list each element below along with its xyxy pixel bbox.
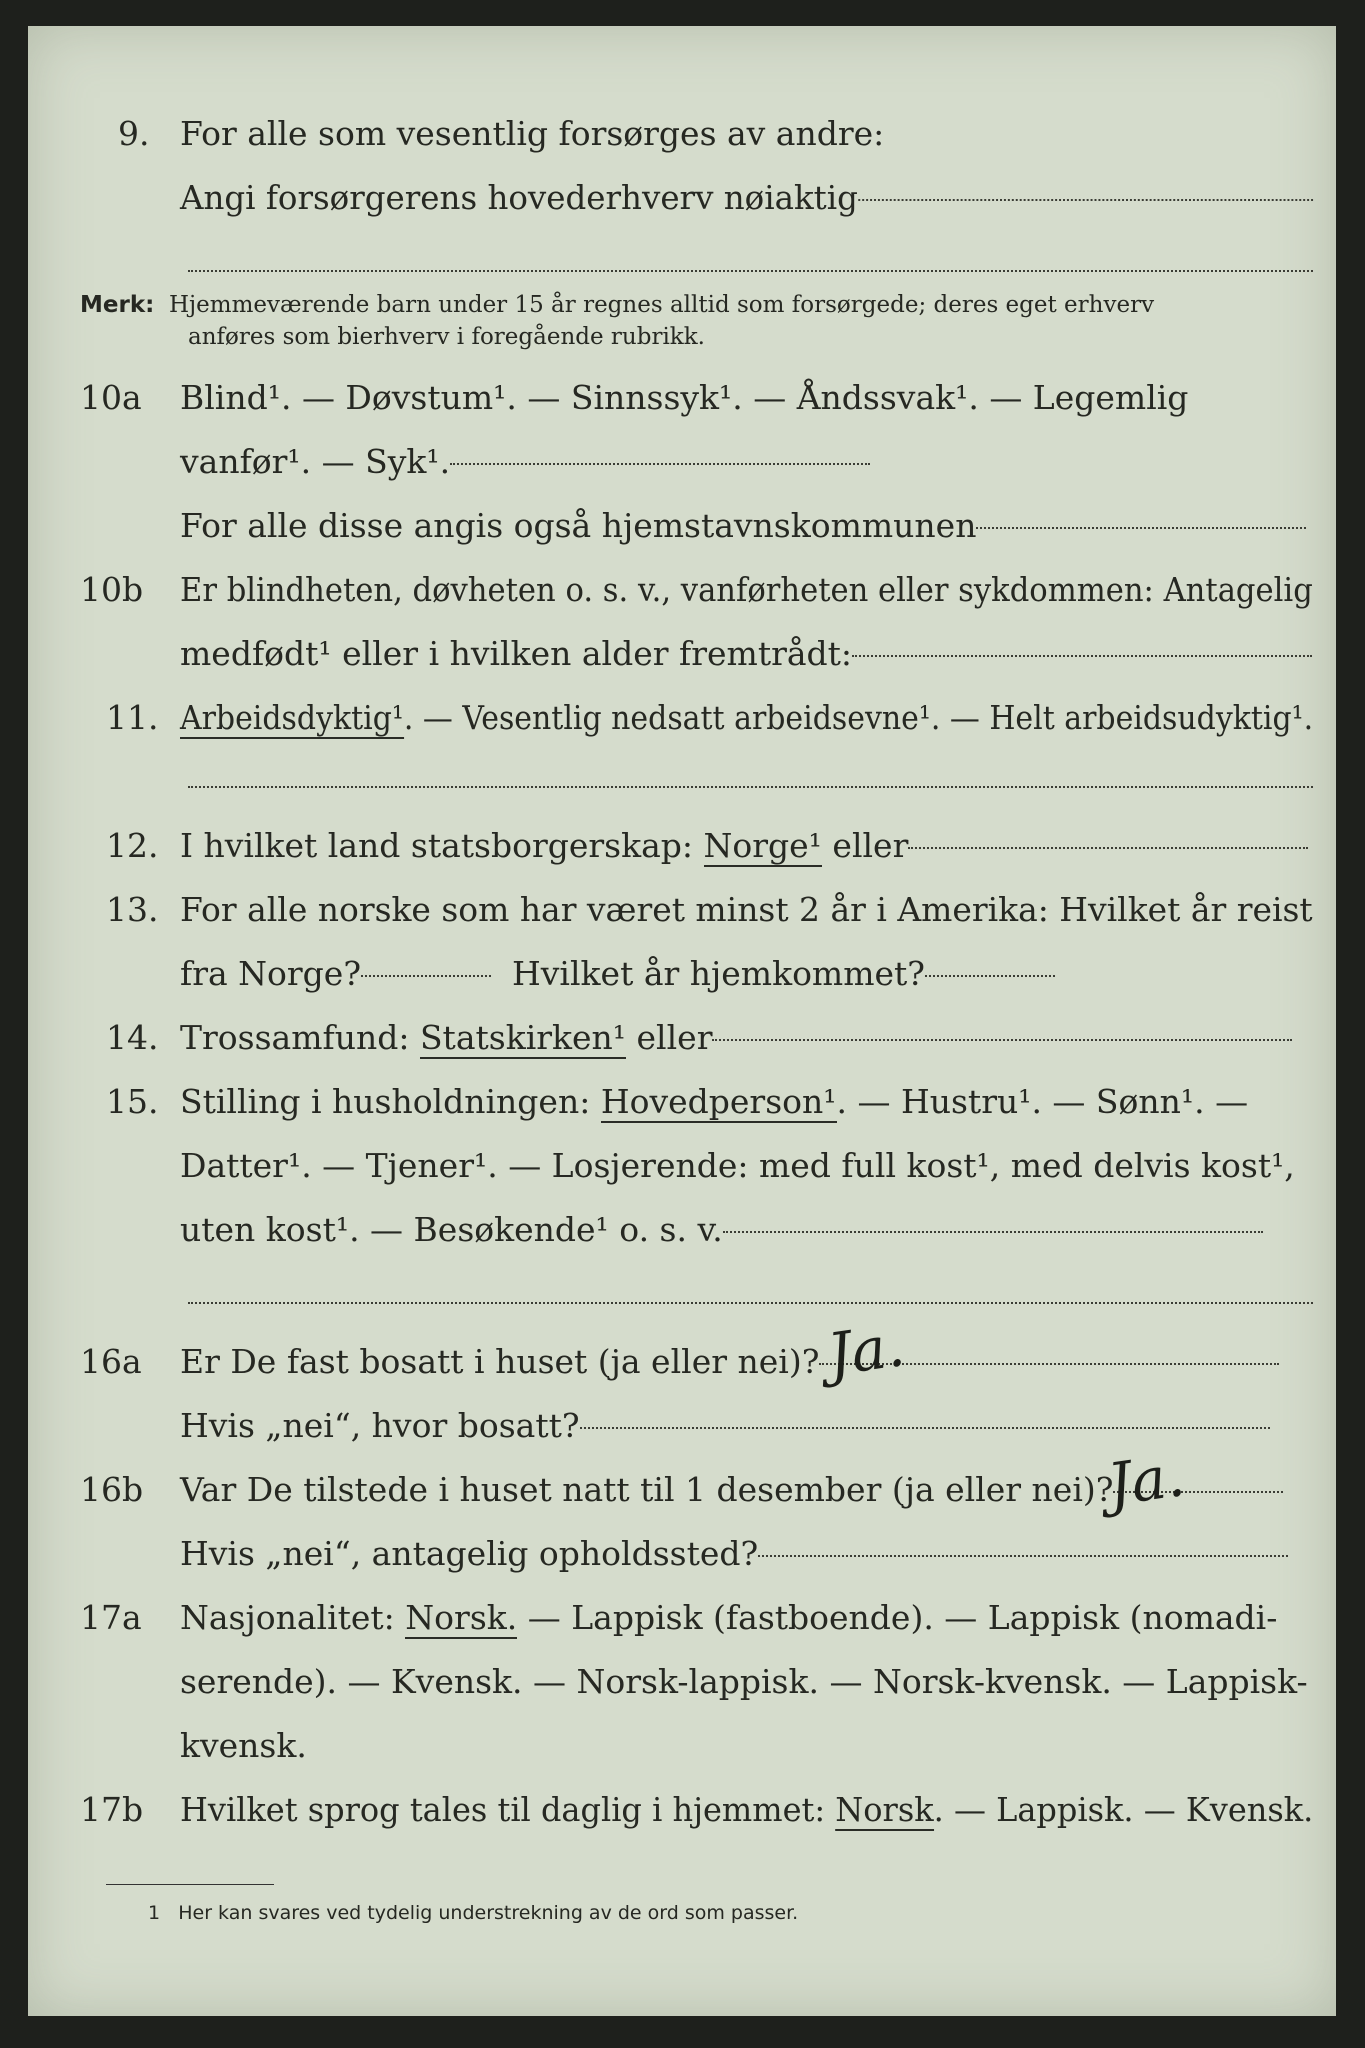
q9-line2-text: Angi forsørgerens hovederhverv nøiaktig xyxy=(180,178,858,217)
q16a-line2 xyxy=(180,1406,1270,1446)
q10b-line2 xyxy=(180,634,1312,674)
q16b-line2 xyxy=(180,1534,1288,1574)
q11-line xyxy=(180,698,1313,738)
q10a-line3 xyxy=(180,506,1306,546)
q12-question: I hvilket land statsborgerskap: xyxy=(180,826,694,865)
q11-rest: . — Vesentlig nedsatt arbeidsevne¹. — Helt arbeidsudyktig¹. xyxy=(403,698,1314,737)
q13-reist-label: fra Norge? xyxy=(180,954,362,993)
merk-line1: Hjemmeværende barn under 15 år regnes alltid som forsørgede; deres eget erhverv xyxy=(168,292,1155,318)
q16b-question: Var De tilstede i huset natt til 1 desember (ja eller nei)? xyxy=(180,1470,1114,1509)
q15-line1 xyxy=(180,1082,1248,1122)
q12-answer-line[interactable] xyxy=(908,847,1308,849)
q17a-line2: serende). — Kvensk. — Norsk-lappisk. — Norsk-kvensk. — Lappisk- xyxy=(180,1662,1308,1701)
q17a-line3: kvensk. xyxy=(180,1726,307,1765)
q17b-rest: . — Lappisk. — Kvensk. xyxy=(933,1790,1314,1829)
q9-line2 xyxy=(180,178,1313,218)
q17b-number: 17b xyxy=(80,1790,144,1829)
merk-line2: anføres som bierhverv i foregående rubrikk. xyxy=(188,324,705,350)
q9-answer-line[interactable] xyxy=(858,199,1313,201)
q10a-line3-text: For alle disse angis også hjemstavnskommunen xyxy=(180,506,977,545)
q17a-question: Nasjonalitet: xyxy=(180,1598,395,1637)
footnote xyxy=(148,1902,798,1924)
q14-eller: eller xyxy=(636,1018,713,1057)
q13-reist-line[interactable] xyxy=(361,975,491,977)
q13-line1: For alle norske som har været minst 2 år i Amerika: Hvilket år reist xyxy=(180,890,1313,929)
q12-number: 12. xyxy=(106,826,159,865)
q9-extra-line[interactable] xyxy=(188,270,1313,272)
q12-line xyxy=(180,826,1308,866)
q10a-line1: Blind¹. — Døvstum¹. — Sinnssyk¹. — Åndssvak¹. — Legemlig xyxy=(180,378,1189,417)
q17a-option-norsk[interactable]: Norsk. xyxy=(405,1598,518,1637)
footnote-rule xyxy=(106,1884,274,1885)
q14-option-statskirken[interactable]: Statskirken¹ xyxy=(419,1018,627,1057)
q16b-number: 16b xyxy=(80,1470,144,1509)
q17a-line1 xyxy=(180,1598,1277,1638)
q14-answer-line[interactable] xyxy=(712,1039,1292,1041)
q10b-answer-line[interactable] xyxy=(852,655,1312,657)
q9-number: 9. xyxy=(118,114,150,153)
q11-option-arbeidsdyktig[interactable]: Arbeidsdyktig¹ xyxy=(180,698,404,737)
q11-number: 11. xyxy=(106,698,159,737)
q9-line1: For alle som vesentlig forsørges av andre: xyxy=(180,114,885,153)
merk-note xyxy=(80,289,1154,321)
q15-extra-line[interactable] xyxy=(188,1302,1313,1304)
q13-number: 13. xyxy=(106,890,159,929)
q15-answer-line[interactable] xyxy=(723,1231,1263,1233)
q15-line2: Datter¹. — Tjener¹. — Losjerende: med full kost¹, med delvis kost¹, xyxy=(180,1146,1295,1185)
footnote-mark: 1 xyxy=(148,1902,161,1924)
q10b-line1: Er blindheten, døvheten o. s. v., vanførheten eller sykdommen: Antagelig xyxy=(180,570,1313,609)
q12-option-norge[interactable]: Norge¹ xyxy=(703,826,822,865)
q11-extra-line[interactable] xyxy=(188,786,1313,788)
q16b-opholdssted-line[interactable] xyxy=(758,1555,1288,1557)
q16a-bosatt-line[interactable] xyxy=(580,1427,1270,1429)
q17a-number: 17a xyxy=(80,1598,142,1637)
q16a-handwritten-answer: Ja. xyxy=(823,1311,909,1389)
footnote-text: Her kan svares ved tydelig understrekning av de ord som passer. xyxy=(178,1902,799,1924)
q15-line3-text: uten kost¹. — Besøkende¹ o. s. v. xyxy=(180,1210,723,1249)
q10a-line2 xyxy=(180,442,870,482)
q16a-question: Er De fast bosatt i huset (ja eller nei)? xyxy=(180,1342,820,1381)
q13-hjemkommet-label: Hvilket år hjemkommet? xyxy=(512,954,925,993)
q13-line2 xyxy=(180,954,1055,994)
q16a-line1 xyxy=(180,1342,1279,1382)
q15-line3 xyxy=(180,1210,1263,1250)
q17b-line xyxy=(180,1790,1313,1830)
census-form-page xyxy=(28,26,1336,2016)
q15-number: 15. xyxy=(106,1082,159,1121)
q14-line xyxy=(180,1018,1292,1058)
q10a-syk-line[interactable] xyxy=(450,463,870,465)
q10b-number: 10b xyxy=(80,570,144,609)
q16a-number: 16a xyxy=(80,1342,142,1381)
q16b-handwritten-answer: Ja. xyxy=(1103,1441,1189,1519)
q16b-opholdssted-label: Hvis „nei“, antagelig opholdssted? xyxy=(180,1534,759,1573)
q15-question: Stilling i husholdningen: xyxy=(180,1082,591,1121)
q12-eller: eller xyxy=(832,826,909,865)
q17b-question: Hvilket sprog tales til daglig i hjemmet: xyxy=(180,1790,826,1829)
q14-question: Trossamfund: xyxy=(180,1018,410,1057)
q14-number: 14. xyxy=(106,1018,159,1057)
q16a-bosatt-label: Hvis „nei“, hvor bosatt? xyxy=(180,1406,580,1445)
q10b-line2-text: medfødt¹ eller i hvilken alder fremtrådt: xyxy=(180,634,853,673)
q15-line1-rest: . — Hustru¹. — Sønn¹. — xyxy=(836,1082,1249,1121)
q15-option-hovedperson[interactable]: Hovedperson¹ xyxy=(600,1082,837,1121)
q13-hjemkommet-line[interactable] xyxy=(925,975,1055,977)
q17b-option-norsk[interactable]: Norsk xyxy=(835,1790,934,1829)
merk-label: Merk: xyxy=(80,292,155,318)
q17a-line1-rest: — Lappisk (fastboende). — Lappisk (nomadi- xyxy=(527,1598,1278,1637)
q10a-number: 10a xyxy=(80,378,142,417)
q10a-hjemstavn-line[interactable] xyxy=(976,527,1306,529)
q10a-line2-text: vanfør¹. — Syk¹. xyxy=(180,442,451,481)
